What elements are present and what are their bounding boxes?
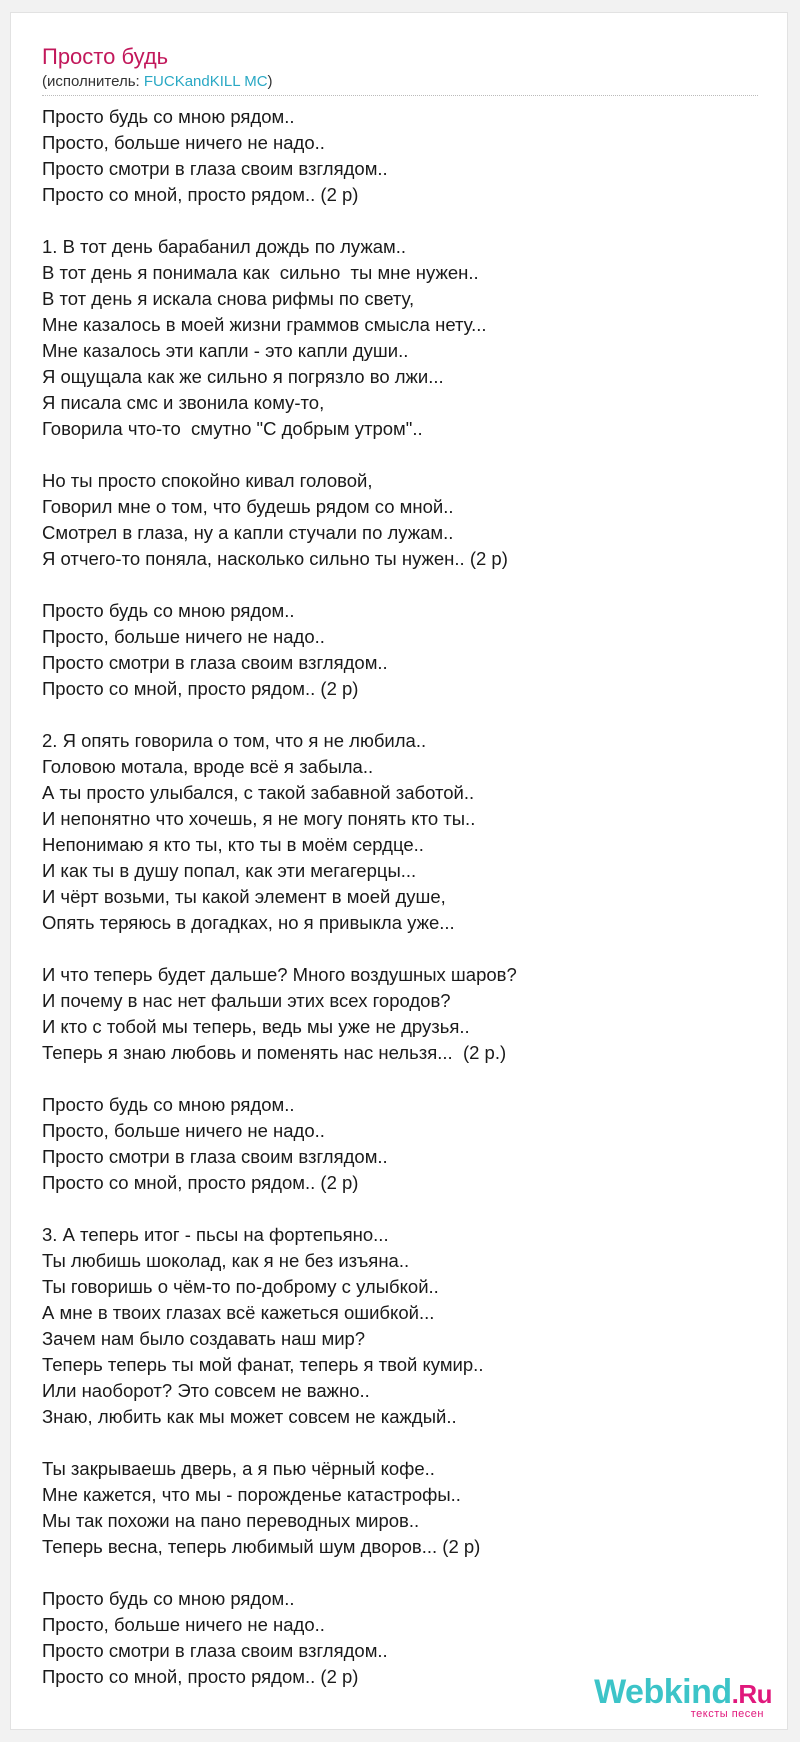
- lyrics-line: Просто, больше ничего не надо..: [42, 626, 325, 647]
- lyrics-line: Просто, больше ничего не надо..: [42, 132, 325, 153]
- artist-suffix: ): [267, 73, 273, 90]
- lyrics-line: И кто с тобой мы теперь, ведь мы уже не друзья..: [42, 1016, 470, 1037]
- lyrics-line: Говорил мне о том, что будешь рядом со мной..: [42, 496, 454, 517]
- lyrics-line: Просто смотри в глаза своим взглядом..: [42, 1640, 388, 1661]
- title-divider: [42, 95, 758, 96]
- lyrics-stanza: [42, 104, 762, 208]
- lyrics-line: Ты говоришь о чём-то по-доброму с улыбкой..: [42, 1276, 439, 1297]
- lyrics-line: Просто будь со мною рядом..: [42, 106, 295, 127]
- lyrics-line: Теперь теперь ты мой фанат, теперь я твой кумир..: [42, 1354, 484, 1375]
- lyrics-stanza: [42, 598, 762, 702]
- lyrics-line: Теперь я знаю любовь и поменять нас нельзя... (2 р.): [42, 1042, 507, 1063]
- lyrics-line: Просто со мной, просто рядом.. (2 р): [42, 1666, 359, 1687]
- lyrics-stanza: [42, 962, 762, 1066]
- lyrics-stanza: [42, 1456, 762, 1560]
- lyrics-line: Я писала смс и звонила кому-то,: [42, 392, 325, 413]
- artist-line: [42, 73, 273, 91]
- lyrics-stanza: [42, 468, 762, 572]
- lyrics-line: В тот день я понимала как сильно ты мне нужен..: [42, 262, 479, 283]
- logo-main-text: Webkind: [594, 1673, 732, 1711]
- lyrics-stanza: [42, 728, 762, 936]
- lyrics-line: Просто смотри в глаза своим взглядом..: [42, 158, 388, 179]
- lyrics-line: Просто со мной, просто рядом.. (2 р): [42, 184, 359, 205]
- lyrics-line: Я ощущала как же сильно я погрязло во лжи...: [42, 366, 444, 387]
- lyrics-stanza: [42, 1222, 762, 1430]
- lyrics-line: И почему в нас нет фальши этих всех городов?: [42, 990, 451, 1011]
- lyrics-line: Мы так похожи на пано переводных миров..: [42, 1510, 420, 1531]
- lyrics-line: Просто со мной, просто рядом.. (2 р): [42, 678, 359, 699]
- lyrics-stanza: [42, 1092, 762, 1196]
- lyrics-line: Опять теряюсь в догадках, но я привыкла уже...: [42, 912, 455, 933]
- lyrics-line: Мне казалось в моей жизни граммов смысла нету...: [42, 314, 487, 335]
- lyrics-line: Головою мотала, вроде всё я забыла..: [42, 756, 374, 777]
- lyrics-line: 3. А теперь итог - пьсы на фортепьяно...: [42, 1224, 389, 1245]
- lyrics-line: Говорила что-то смутно "С добрым утром"..: [42, 418, 423, 439]
- lyrics-line: И как ты в душу попал, как эти мегагерцы...: [42, 860, 417, 881]
- lyrics-line: Просто будь со мною рядом..: [42, 1094, 295, 1115]
- lyrics-line: Просто смотри в глаза своим взглядом..: [42, 1146, 388, 1167]
- lyrics-line: И что теперь будет дальше? Много воздушных шаров?: [42, 964, 517, 985]
- lyrics-line: Но ты просто спокойно кивал головой,: [42, 470, 373, 491]
- lyrics-line: Смотрел в глаза, ну а капли стучали по лужам..: [42, 522, 454, 543]
- lyrics-line: А ты просто улыбался, с такой забавной заботой..: [42, 782, 475, 803]
- lyrics-line: Просто со мной, просто рядом.. (2 р): [42, 1172, 359, 1193]
- lyrics-line: Или наоборот? Это совсем не важно..: [42, 1380, 370, 1401]
- artist-link[interactable]: FUCKandKILL MC: [143, 73, 268, 90]
- lyrics-line: Просто, больше ничего не надо..: [42, 1120, 325, 1141]
- lyrics-line: А мне в твоих глазах всё кажеться ошибкой...: [42, 1302, 435, 1323]
- lyrics-line: Теперь весна, теперь любимый шум дворов... (2 р): [42, 1536, 481, 1557]
- logo-wordmark: [594, 1674, 772, 1712]
- lyrics-line: Ты закрываешь дверь, а я пью чёрный кофе..: [42, 1458, 435, 1479]
- lyrics-line: Зачем нам было создавать наш мир?: [42, 1328, 366, 1349]
- lyrics-stanza: [42, 234, 762, 442]
- lyrics-line: Просто, больше ничего не надо..: [42, 1614, 325, 1635]
- lyrics-line: Ты любишь шоколад, как я не без изъяна..: [42, 1250, 410, 1271]
- song-title: Просто будь: [42, 44, 169, 69]
- site-logo[interactable]: [572, 1674, 772, 1722]
- logo-tld-text: .Ru: [731, 1679, 772, 1709]
- lyrics-line: В тот день я искала снова рифмы по свету,: [42, 288, 415, 309]
- lyrics-line: Просто смотри в глаза своим взглядом..: [42, 652, 388, 673]
- lyrics-line: Мне кажется, что мы - порожденье катастрофы..: [42, 1484, 461, 1505]
- lyrics-line: Знаю, любить как мы может совсем не каждый..: [42, 1406, 457, 1427]
- lyrics-line: И непонятно что хочешь, я не могу понять кто ты..: [42, 808, 476, 829]
- lyrics-line: Непонимаю я кто ты, кто ты в моём сердце..: [42, 834, 424, 855]
- lyrics-text: [42, 104, 762, 1716]
- logo-subtitle: тексты песен: [690, 1708, 764, 1720]
- lyrics-line: 2. Я опять говорила о том, что я не любила..: [42, 730, 427, 751]
- lyrics-line: 1. В тот день барабанил дождь по лужам..: [42, 236, 407, 257]
- lyrics-line: Мне казалось эти капли - это капли души..: [42, 340, 409, 361]
- lyrics-line: Я отчего-то поняла, насколько сильно ты нужен.. (2 р): [42, 548, 508, 569]
- artist-prefix: (исполнитель:: [42, 73, 144, 90]
- lyrics-line: Просто будь со мною рядом..: [42, 1588, 295, 1609]
- lyrics-line: И чёрт возьми, ты какой элемент в моей душе,: [42, 886, 446, 907]
- lyrics-line: Просто будь со мною рядом..: [42, 600, 295, 621]
